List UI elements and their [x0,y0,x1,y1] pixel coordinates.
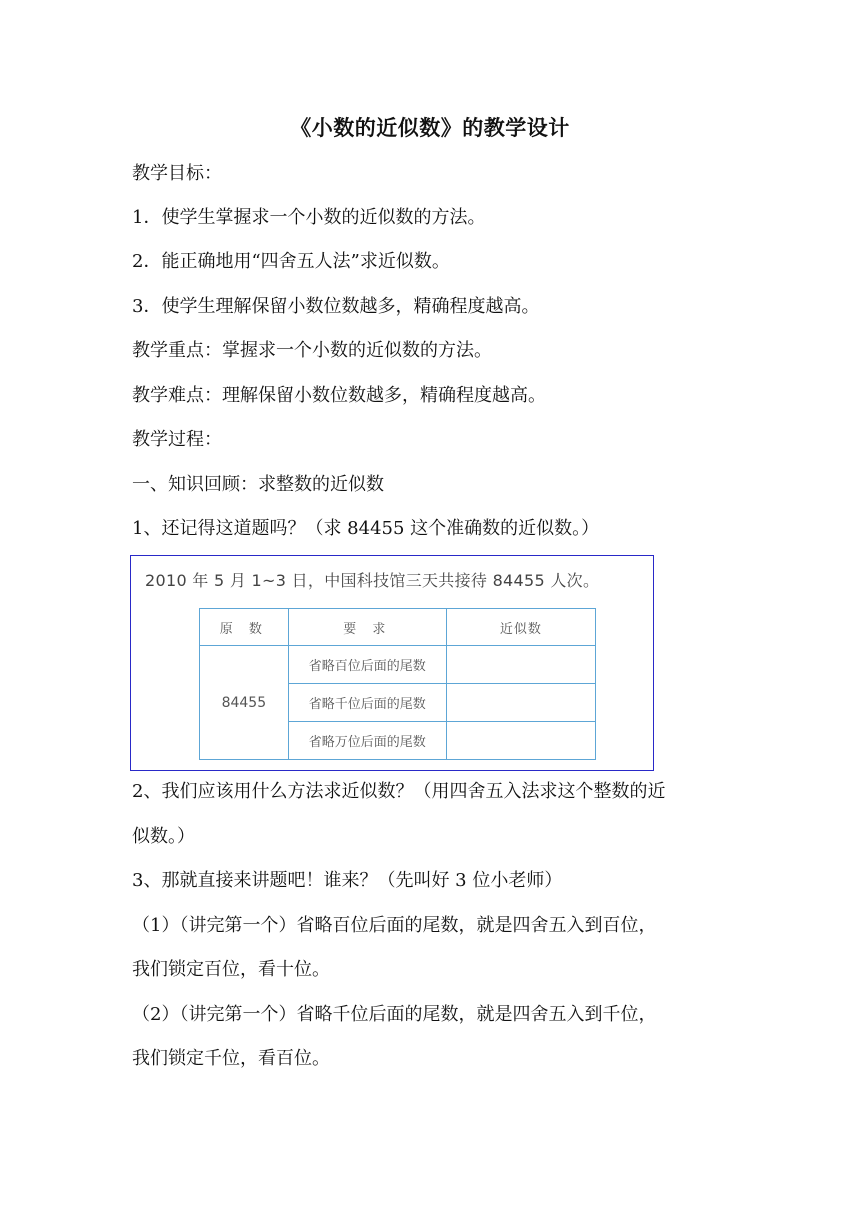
item-2-line-1: 2、我们应该用什么方法求近似数？（用四舍五入法求这个整数的近 [132,781,666,802]
approximation-cell [446,646,595,684]
step-2-line-1: （2）（讲完第一个）省略千位后面的尾数，就是四舍五入到千位， [132,1004,657,1025]
header-approximation: 近似数 [446,609,595,646]
objective-1: 1．使学生掌握求一个小数的近似数的方法。 [132,207,486,228]
figure-caption: 2010 年 5 月 1~3 日，中国科技馆三天共接待 84455 人次。 [145,571,600,590]
approximation-table [199,608,596,760]
process-heading: 教学过程： [132,429,222,450]
original-number-cell: 84455 [200,646,289,760]
objective-2: 2．能正确地用“四舍五人法”求近似数。 [132,251,450,272]
requirement-cell: 省略千位后面的尾数 [288,684,446,722]
step-1-line-2: 我们锁定百位，看十位。 [132,959,330,980]
section-1-heading: 一、知识回顾：求整数的近似数 [132,474,384,495]
objective-3: 3．使学生理解保留小数位数越多，精确程度越高。 [132,296,540,317]
document-title: 《小数的近似数》的教学设计 [290,116,570,140]
header-original: 原 数 [200,609,289,646]
item-2-line-2: 似数。） [132,826,195,847]
item-1: 1、还记得这道题吗？（求 84455 这个准确数的近似数。） [132,518,600,539]
approximation-cell [446,684,595,722]
approximation-cell [446,722,595,760]
objectives-heading: 教学目标： [132,163,222,184]
key-point: 教学重点：掌握求一个小数的近似数的方法。 [132,340,492,361]
item-3: 3、那就直接来讲题吧！谁来？（先叫好 3 位小老师） [132,870,563,891]
requirement-cell: 省略万位后面的尾数 [288,722,446,760]
textbook-figure [130,555,654,771]
table-header-row [200,609,596,646]
requirement-cell: 省略百位后面的尾数 [288,646,446,684]
step-1-line-1: （1）（讲完第一个）省略百位后面的尾数，就是四舍五入到百位， [132,915,657,936]
difficult-point: 教学难点：理解保留小数位数越多，精确程度越高。 [132,385,546,406]
header-requirement: 要 求 [288,609,446,646]
step-2-line-2: 我们锁定千位，看百位。 [132,1048,330,1069]
table-row [200,646,596,684]
